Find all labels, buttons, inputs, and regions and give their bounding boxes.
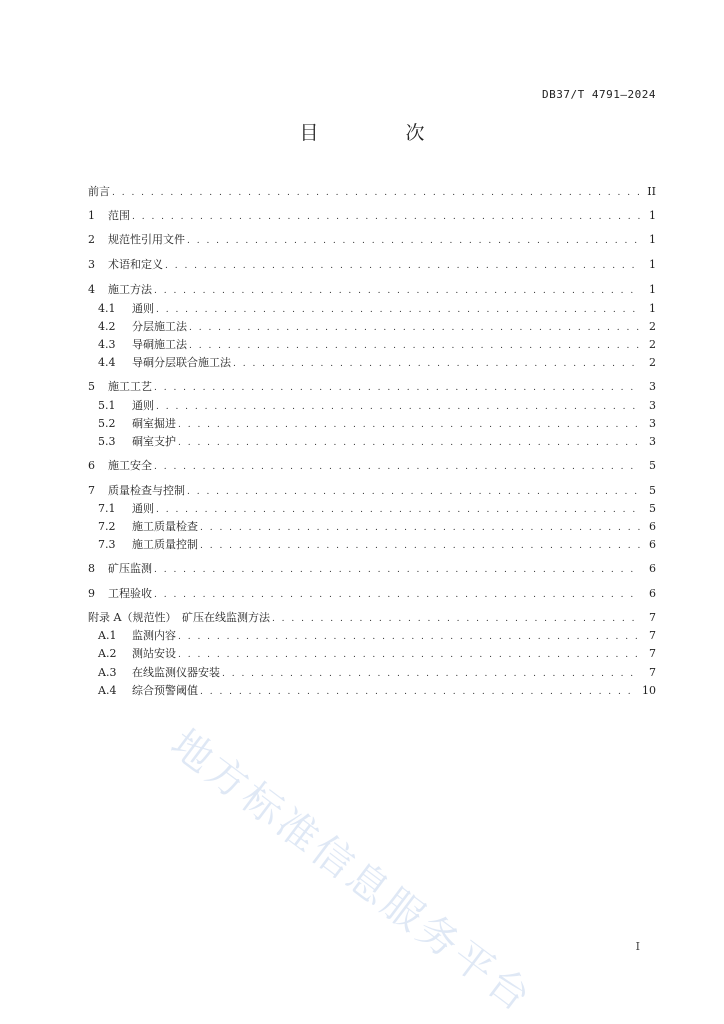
toc-entry-number: 5 — [88, 380, 95, 393]
toc-entry-number: 6 — [88, 459, 95, 472]
toc-entry[interactable] — [98, 302, 656, 316]
toc-entry[interactable] — [98, 684, 656, 698]
toc-entry-page: 3 — [649, 399, 656, 412]
toc-entry-page: 3 — [649, 417, 656, 430]
toc-entry-number: 4.1 — [98, 302, 116, 315]
toc-entry-page: 7 — [649, 647, 656, 660]
toc-entry[interactable] — [98, 502, 656, 516]
toc-entry-label: 导硐分层联合施工法 — [132, 356, 231, 369]
toc-entry[interactable] — [88, 562, 656, 576]
toc-leader-dots — [178, 648, 640, 662]
toc-entry-number: 4.2 — [98, 320, 116, 333]
toc-entry[interactable] — [88, 233, 656, 247]
toc-entry-number: A.4 — [98, 684, 117, 697]
toc-entry[interactable] — [98, 399, 656, 413]
toc-leader-dots — [200, 539, 640, 553]
toc-leader-dots — [187, 234, 640, 248]
toc-entry-page: 6 — [649, 520, 656, 533]
toc-entry-label: 范围 — [108, 209, 130, 222]
toc-entry[interactable] — [88, 185, 656, 199]
toc-entry-number: A.3 — [98, 666, 117, 679]
toc-entry-label: 术语和定义 — [108, 258, 163, 271]
toc-leader-dots — [154, 460, 640, 474]
toc-leader-dots — [132, 210, 640, 224]
toc-entry-label: 施工方法 — [108, 283, 152, 296]
toc-entry-page: 5 — [649, 459, 656, 472]
toc-entry[interactable] — [98, 435, 656, 449]
toc-entry-label: 矿压监测 — [108, 562, 152, 575]
toc-entry[interactable] — [88, 459, 656, 473]
toc-entry-page: 5 — [649, 484, 656, 497]
toc-entry-page: 3 — [649, 380, 656, 393]
toc-leader-dots — [154, 381, 640, 395]
toc-leader-dots — [178, 418, 640, 432]
toc-entry-label: 附录 A（规范性） 矿压在线监测方法 — [88, 611, 270, 624]
toc-leader-dots — [200, 685, 638, 699]
toc-entry[interactable] — [98, 647, 656, 661]
toc-entry-page: 1 — [649, 302, 656, 315]
toc-entry[interactable] — [98, 629, 656, 643]
toc-entry-page: 1 — [649, 258, 656, 271]
toc-entry[interactable] — [98, 417, 656, 431]
toc-entry[interactable] — [88, 209, 656, 223]
toc-entry[interactable] — [88, 611, 656, 625]
toc-entry-number: 5.3 — [98, 435, 116, 448]
toc-leader-dots — [156, 303, 640, 317]
toc-entry[interactable] — [98, 666, 656, 680]
toc-entry-label: 施工质量控制 — [132, 538, 198, 551]
toc-entry-number: 1 — [88, 209, 95, 222]
toc-entry-page: 7 — [649, 629, 656, 642]
toc-leader-dots — [189, 321, 640, 335]
toc-entry-number: 9 — [88, 587, 95, 600]
toc-entry-label: 工程验收 — [108, 587, 152, 600]
toc-entry-page: 2 — [649, 356, 656, 369]
toc-entry-number: 7.1 — [98, 502, 116, 515]
toc-entry-label: 综合预警阈值 — [132, 684, 198, 697]
toc-entry-page: 2 — [649, 320, 656, 333]
toc-leader-dots — [165, 259, 640, 273]
toc-entry-label: 测站安设 — [132, 647, 176, 660]
toc-entry-number: 5.2 — [98, 417, 116, 430]
page-number: I — [635, 940, 640, 953]
toc-entry[interactable] — [98, 320, 656, 334]
toc-leader-dots — [200, 521, 640, 535]
toc-leader-dots — [178, 630, 640, 644]
toc-entry-label: 施工工艺 — [108, 380, 152, 393]
toc-leader-dots — [272, 612, 640, 626]
watermark: 地方标准信息服务平台 — [162, 720, 542, 1023]
toc-entry-page: 6 — [649, 562, 656, 575]
toc-entry-number: A.2 — [98, 647, 117, 660]
toc-entry-page: 5 — [649, 502, 656, 515]
toc-leader-dots — [154, 284, 640, 298]
toc-entry-label: 硐室支护 — [132, 435, 176, 448]
toc-entry-label: 通则 — [132, 399, 154, 412]
toc-entry-page: 3 — [649, 435, 656, 448]
toc-entry-page: 1 — [649, 283, 656, 296]
toc-leader-dots — [187, 485, 640, 499]
toc-entry-label: 在线监测仪器安装 — [132, 666, 220, 679]
toc-entry-page: 6 — [649, 538, 656, 551]
toc-entry-number: 7.2 — [98, 520, 116, 533]
standard-code: DB37/T 4791—2024 — [542, 88, 656, 101]
toc-entry-label: 监测内容 — [132, 629, 176, 642]
toc-entry-label: 施工安全 — [108, 459, 152, 472]
toc-entry-label: 施工质量检查 — [132, 520, 198, 533]
toc-entry-number: A.1 — [98, 629, 117, 642]
toc-entry-page: 10 — [642, 684, 656, 697]
toc-entry-label: 导硐施工法 — [132, 338, 187, 351]
toc-entry[interactable] — [88, 283, 656, 297]
page-title: 目 次 — [299, 122, 459, 144]
toc-leader-dots — [154, 563, 640, 577]
toc-entry-label: 规范性引用文件 — [108, 233, 185, 246]
toc-entry-number: 4 — [88, 283, 95, 296]
toc-entry-label: 通则 — [132, 502, 154, 515]
toc-entry-number: 2 — [88, 233, 95, 246]
toc-leader-dots — [178, 436, 640, 450]
toc-leader-dots — [189, 339, 640, 353]
toc-entry-number: 7.3 — [98, 538, 116, 551]
toc-entry-label: 质量检查与控制 — [108, 484, 185, 497]
toc-entry-page: II — [647, 185, 656, 198]
toc-leader-dots — [156, 503, 640, 517]
toc-entry-page: 6 — [649, 587, 656, 600]
toc-entry-number: 3 — [88, 258, 95, 271]
toc-entry[interactable] — [98, 338, 656, 352]
toc-entry-page: 7 — [649, 611, 656, 624]
toc-entry-number: 8 — [88, 562, 95, 575]
toc-entry[interactable] — [98, 356, 656, 370]
toc-leader-dots — [156, 400, 640, 414]
toc-entry[interactable] — [88, 484, 656, 498]
toc-entry[interactable] — [88, 587, 656, 601]
toc-entry[interactable] — [98, 538, 656, 552]
toc-entry[interactable] — [88, 258, 656, 272]
toc-entry-page: 1 — [649, 209, 656, 222]
toc-entry[interactable] — [98, 520, 656, 534]
toc-entry-label: 前言 — [88, 185, 110, 198]
toc-entry-page: 7 — [649, 666, 656, 679]
toc-entry-number: 4.4 — [98, 356, 116, 369]
toc-entry-page: 1 — [649, 233, 656, 246]
toc-leader-dots — [112, 186, 640, 200]
toc-entry-number: 4.3 — [98, 338, 116, 351]
toc-leader-dots — [222, 667, 640, 681]
toc-entry-label: 硐室掘进 — [132, 417, 176, 430]
toc-leader-dots — [233, 357, 640, 371]
toc-entry-label: 分层施工法 — [132, 320, 187, 333]
toc-entry[interactable] — [88, 380, 656, 394]
toc-entry-page: 2 — [649, 338, 656, 351]
toc-leader-dots — [154, 588, 640, 602]
toc-entry-label: 通则 — [132, 302, 154, 315]
toc-entry-number: 5.1 — [98, 399, 116, 412]
toc-entry-number: 7 — [88, 484, 95, 497]
